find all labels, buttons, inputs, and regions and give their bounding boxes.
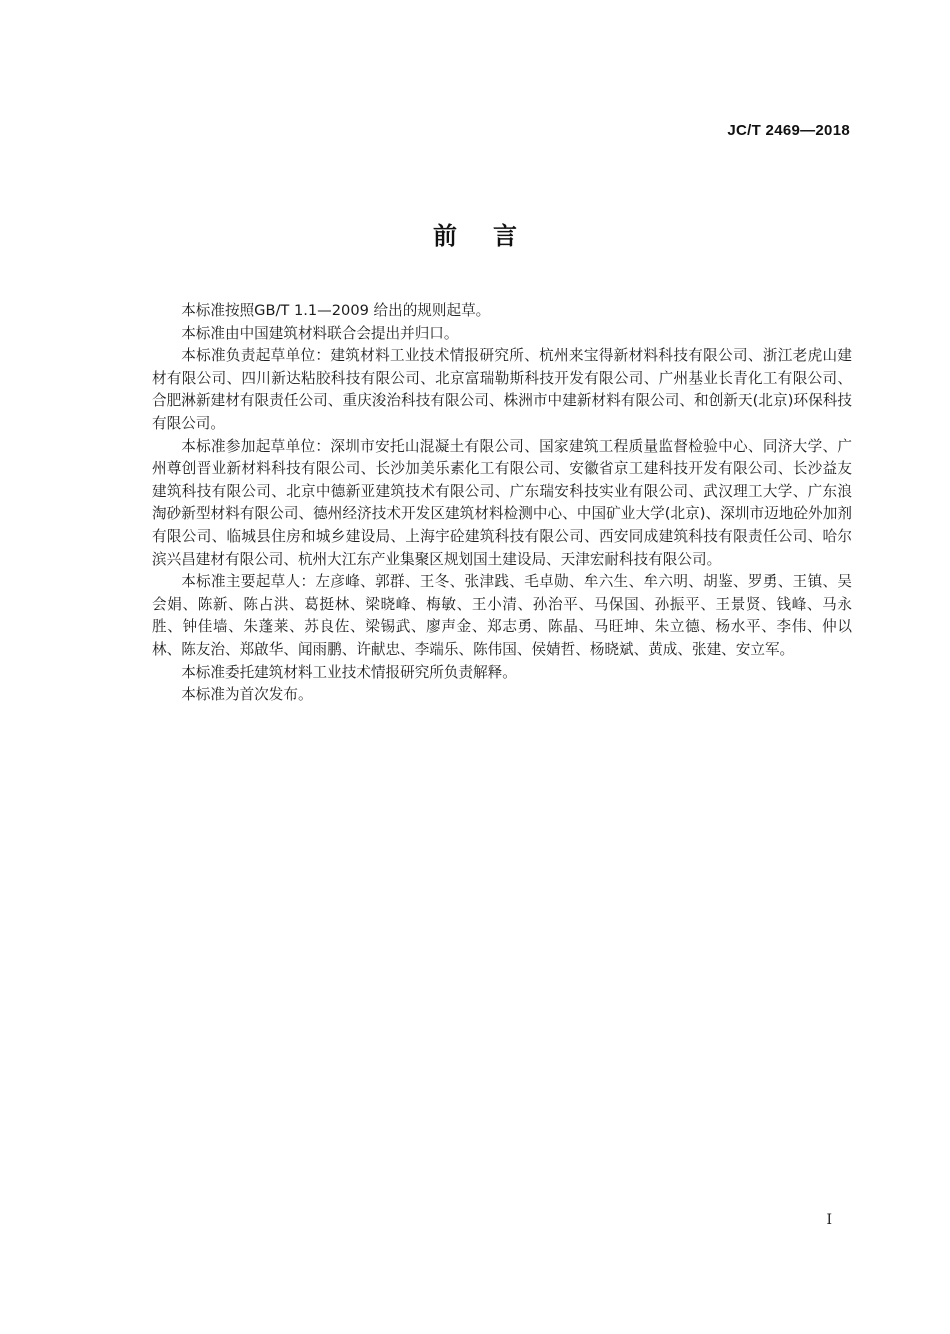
page-title: 前言 [433,222,553,250]
paragraph-first-release: 本标准为首次发布。 [181,686,313,704]
standard-code: JC/T 2469—2018 [727,122,850,139]
paragraph-main-drafters: 本标准主要起草人：左彦峰、郭群、王冬、张津践、毛卓勋、牟六生、牟六明、胡鉴、罗勇、王镇、吴会娟、陈新、陈占洪、葛挺林、梁晓峰、梅敏、王小清、孙治平、马保国、孙振平、王景贤、钱峰、马永胜、钟佳墙、朱蓬莱、苏良佐、梁锡武、廖声金、郑志勇、陈晶、马旺坤、朱立德、杨水平、李伟、仲以林、陈友治、郑啟华、闻雨鹏、许献忠、李端乐、陈伟国、侯婧哲、杨晓斌、黄成、张建、安立军。 [152,573,852,658]
paragraph-drafting-rules: 本标准按照GB/T 1.1—2009 给出的规则起草。 [181,302,491,319]
paragraph-interpretation: 本标准委托建筑材料工业技术情报研究所负责解释。 [181,663,517,681]
paragraph-participating-drafters: 本标准参加起草单位：深圳市安托山混凝土有限公司、国家建筑工程质量监督检验中心、同济大学、广州尊创晋业新材料科技有限公司、长沙加美乐素化工有限公司、安徽省京工建科技开发有限公司、长沙益友建筑科技有限公司、北京中德新亚建筑技术有限公司、广东瑞安科技实业有限公司、武汉理工大学、广东浪淘砂新型材料有限公司、德州经济技术开发区建筑材料检测中心、中国矿业大学(北京)、深圳市迈地砼外加剂有限公司、临城县住房和城乡建设局、上海宇砼建筑科技有限公司、西安同成建筑科技有限责任公司、哈尔滨兴昌建材有限公司、杭州大江东产业集聚区规划国土建设局、天津宏耐科技有限公司。 [152,437,852,568]
foreword-body [152,300,852,707]
page-number: I [826,1212,832,1228]
paragraph-proposer: 本标准由中国建筑材料联合会提出并归口。 [181,324,459,342]
paragraph-lead-drafters: 本标准负责起草单位：建筑材料工业技术情报研究所、杭州来宝得新材料科技有限公司、浙江老虎山建材有限公司、四川新达粘胶科技有限公司、北京富瑞勒斯科技开发有限公司、广州基业长青化工有限公司、合肥淋新建材有限责任公司、重庆浚治科技有限公司、株洲市中建新材料有限公司、和创新天(北京)环保科技有限公司。 [152,347,852,432]
